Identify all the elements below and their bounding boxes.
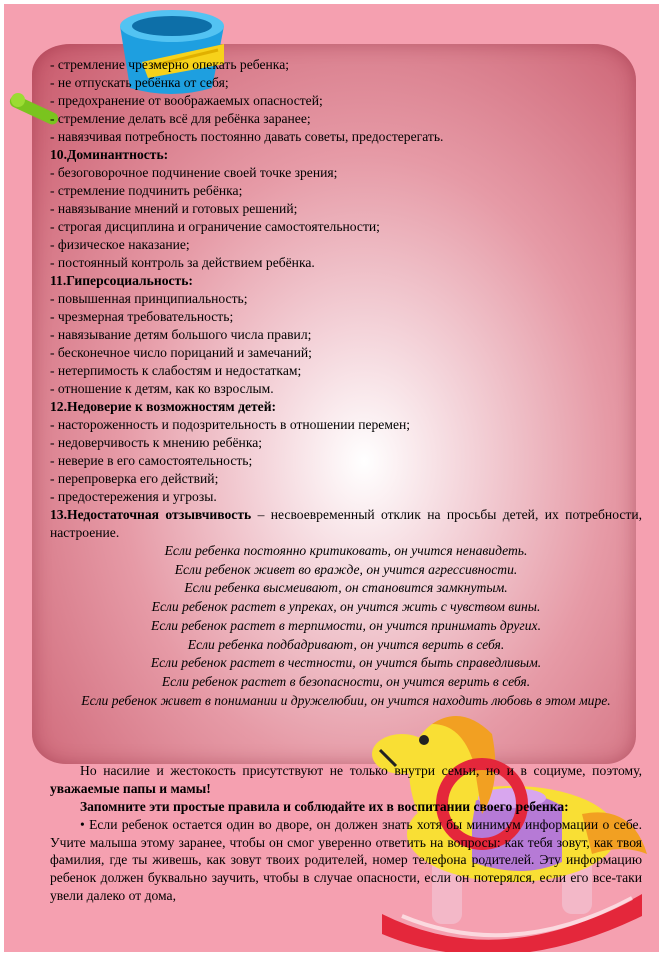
list-item: - чрезмерная требовательность;: [50, 309, 234, 324]
quote-line: Если ребенка подбадривают, он учится верить в себя.: [187, 636, 505, 652]
quote-line: Если ребенок растет в терпимости, он учится принимать других.: [151, 617, 541, 633]
list-item: - бесконечное число порицаний и замечаний;: [50, 345, 312, 360]
list-item: - предостережения и угрозы.: [50, 489, 217, 504]
quote-line: Если ребенок растет в честности, он учится быть справедливым.: [150, 655, 542, 671]
list-item: - предохранение от воображаемых опасностей;: [50, 93, 323, 108]
document-text: [50, 56, 642, 905]
section-heading: 13.Недостаточная отзывчивость: [50, 507, 252, 522]
quote-line: Если ребенок живет в понимании и дружелюбии, он учится находить любовь в этом мире.: [81, 692, 611, 708]
list-item: - не отпускать ребёнка от себя;: [50, 75, 229, 90]
rule-text: Если ребенок остается один во дворе, он должен знать хотя бы минимум информации о себе. Учите малыша этому заранее, чтобы он смог уверенно ответить на вопросы: как тебя зовут, как твоя фамилия, где ты живешь, как зовут твоих родителей, номер телефона родителей. Эту информацию ребенок должен буквально заучить, чтобы в случае опасности, если он потерялся, если его все-таки увели далеко от дома,: [50, 816, 642, 903]
list-item: - нетерпимость к слабостям и недостаткам;: [50, 363, 302, 378]
quote-line: Если ребенок растет в упреках, он учится жить с чувством вины.: [151, 599, 541, 615]
quote-block: [50, 542, 642, 710]
quote-line: Если ребенка постоянно критиковать, он учится ненавидеть.: [164, 543, 528, 558]
rule-paragraph: [50, 816, 642, 905]
list-item: - стремление подчинить ребёнка;: [50, 183, 243, 198]
list-item: - навязывание мнений и готовых решений;: [50, 201, 298, 216]
list-item: - безоговорочное подчинение своей точке зрения;: [50, 165, 338, 180]
list-item: - физическое наказание;: [50, 237, 190, 252]
quote-line: Если ребенок живет во вражде, он учится агрессивности.: [174, 561, 518, 577]
section-heading: 10.Доминантность:: [50, 147, 169, 162]
list-item: - повышенная принципиальность;: [50, 291, 248, 306]
closing-paragraph: [50, 762, 642, 798]
list-item: - стремление делать всё для ребёнка заранее;: [50, 111, 311, 126]
list-item: - навязчивая потребность постоянно давать советы, предостерегать.: [50, 129, 444, 144]
section-heading: 12.Недоверие к возможностям детей:: [50, 399, 277, 414]
section-text: – несвоевременный отклик на просьбы детей, их потребности, настроение.: [50, 507, 642, 540]
closing-address: уважаемые папы и мамы!: [50, 781, 211, 797]
closing-text: Но насилие и жестокость присутствуют не только внутри семьи, но и в социуме, поэтому,: [80, 763, 642, 779]
list-item: - строгая дисциплина и ограничение самостоятельности;: [50, 219, 380, 234]
quote-line: Если ребенка высмеивают, он становится замкнутым.: [184, 580, 508, 596]
list-item: - недоверчивость к мнению ребёнка;: [50, 435, 263, 450]
quote-line: Если ребенок растет в безопасности, он учится верить в себя.: [161, 673, 531, 689]
spacer: [50, 710, 642, 762]
page-background: [4, 4, 659, 952]
section-13: [50, 506, 642, 542]
rules-heading: Запомните эти простые правила и соблюдайте их в воспитании своего ребенка:: [80, 798, 569, 814]
bullet-icon: •: [80, 816, 85, 832]
list-item: - перепроверка его действий;: [50, 471, 219, 486]
section-heading: 11.Гиперсоциальность:: [50, 273, 193, 288]
list-item: - неверие в его самостоятельность;: [50, 453, 253, 468]
list-item: - отношение к детям, как ко взрослым.: [50, 381, 274, 396]
list-item: - настороженность и подозрительность в отношении перемен;: [50, 417, 411, 432]
list-item: - стремление чрезмерно опекать ребенка;: [50, 57, 290, 72]
list-item: - навязывание детям большого числа правил;: [50, 327, 312, 342]
list-item: - постоянный контроль за действием ребёнка.: [50, 255, 315, 270]
list-top: [50, 56, 642, 146]
